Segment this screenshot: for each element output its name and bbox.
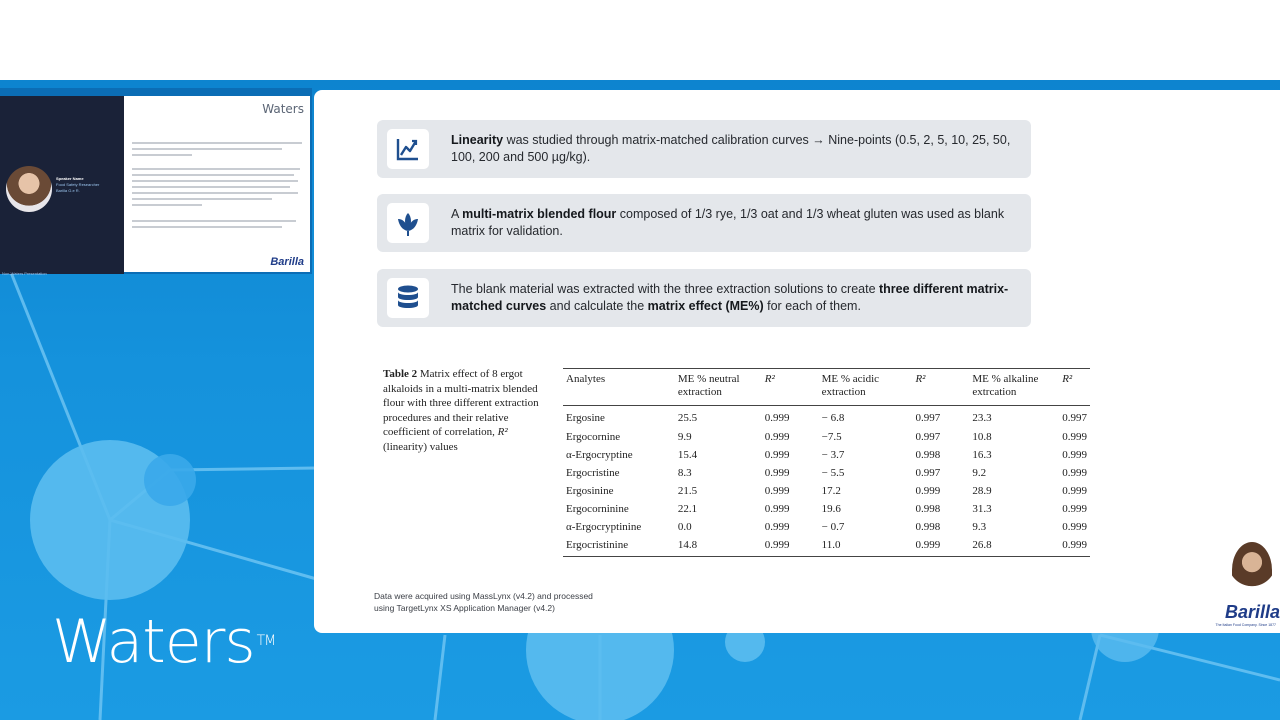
speaker-name: Speaker Name bbox=[56, 176, 84, 181]
slide-footnote-line: Data were acquired using MassLynx (v4.2) and processed bbox=[374, 591, 593, 601]
table-cell: 0.999 bbox=[1062, 466, 1087, 479]
table-cell: 0.997 bbox=[915, 430, 941, 443]
table-cell: 17.2 bbox=[821, 484, 841, 497]
table-cell: α-Ergocryptine bbox=[566, 448, 633, 461]
table-cell: 0.998 bbox=[915, 448, 941, 461]
wheat-icon-graphic bbox=[395, 209, 421, 237]
table-cell: 23.3 bbox=[972, 412, 992, 425]
table-caption-label: Table 2 bbox=[383, 368, 418, 380]
table-cell: α-Ergocryptinine bbox=[566, 520, 642, 533]
table-cell: 26.8 bbox=[969, 536, 1059, 557]
table-cell: Ergocristinine bbox=[563, 536, 675, 557]
table-cell: Ergocornine bbox=[566, 430, 621, 443]
table-row bbox=[563, 536, 1090, 557]
presentation-stage bbox=[0, 80, 1280, 720]
table-caption-text: Matrix effect of 8 ergot alkaloids in a multi-matrix blended flour with three different extraction procedures and their relative coefficient of correlation, bbox=[383, 368, 539, 438]
database-icon bbox=[387, 278, 429, 318]
table-cell: 10.8 bbox=[972, 430, 992, 443]
callout-extraction-text bbox=[451, 281, 1019, 315]
callout-extraction-prefix: The blank material was extracted with the three extraction solutions to create bbox=[451, 282, 879, 296]
table-cell: 0.999 bbox=[1062, 502, 1087, 515]
thumbnail-text-line bbox=[132, 168, 300, 170]
table-header: ME % acidic extraction bbox=[819, 369, 913, 406]
table-cell: 0.999 bbox=[764, 520, 790, 533]
table-cell: 15.4 bbox=[677, 448, 698, 461]
callout-blank-matrix-bold: multi-matrix blended flour bbox=[462, 207, 617, 221]
thumbnail-text-line bbox=[132, 204, 202, 206]
table-header: Analytes bbox=[563, 369, 675, 406]
thumbnail-text-line bbox=[132, 154, 192, 156]
main-slide bbox=[314, 90, 1280, 633]
table-header-row bbox=[563, 369, 1090, 406]
wheat-icon bbox=[387, 203, 429, 243]
table-cell: 14.8 bbox=[675, 536, 762, 557]
slide-thumbnail-panel[interactable] bbox=[0, 88, 312, 274]
table-cell: − 3.7 bbox=[821, 448, 845, 461]
thumbnail-text-line bbox=[132, 226, 282, 228]
table-row bbox=[563, 500, 1090, 518]
table-cell: 25.5 bbox=[677, 412, 698, 425]
callout-blank-matrix bbox=[377, 194, 1031, 252]
table-caption bbox=[383, 367, 553, 454]
table-cell: 0.999 bbox=[912, 536, 969, 557]
presenter-video[interactable] bbox=[1222, 536, 1280, 598]
table-cell: 0.999 bbox=[762, 536, 819, 557]
callout-linearity bbox=[377, 120, 1031, 178]
table-cell: 0.0 bbox=[677, 520, 692, 533]
table-cell: 31.3 bbox=[972, 502, 992, 515]
table-cell: Ergocristine bbox=[566, 466, 620, 479]
callout-extraction-bold-me: matrix effect (ME%) bbox=[647, 299, 764, 313]
table-cell: 0.998 bbox=[915, 502, 941, 515]
callout-linearity-bold: Linearity bbox=[451, 133, 504, 147]
speaker-video-thumbnail bbox=[0, 96, 124, 274]
table-cell: 8.3 bbox=[677, 466, 692, 479]
line-chart-icon bbox=[387, 129, 429, 169]
table-cell: 16.3 bbox=[972, 448, 992, 461]
table-cell: 9.2 bbox=[972, 466, 987, 479]
thumbnail-waters-logo: Waters bbox=[262, 102, 304, 116]
callout-linearity-body: was studied through matrix-matched calibration curves → Nine-points (0.5, 2, 5, 10, 25, 50, 100, 200 and 500 µg/kg). bbox=[451, 133, 1011, 164]
table-cell: 0.999 bbox=[1062, 484, 1087, 497]
thumbnail-text-line bbox=[132, 198, 272, 200]
barilla-logo: Barilla bbox=[1224, 602, 1280, 622]
table-header: R² bbox=[1059, 369, 1090, 406]
table-header: R² bbox=[762, 369, 819, 406]
table-cell: 11.0 bbox=[819, 536, 913, 557]
table-row bbox=[563, 464, 1090, 482]
top-bar bbox=[0, 0, 1280, 80]
thumbnail-text-line bbox=[132, 180, 298, 182]
callout-extraction bbox=[377, 269, 1031, 327]
waters-logo-text: Waters bbox=[52, 607, 255, 677]
callout-extraction-bold-curves: three different matrix-matched curves bbox=[451, 282, 1009, 313]
thumbnail-text-line bbox=[132, 192, 298, 194]
table-cell: −7.5 bbox=[821, 430, 842, 443]
table-row bbox=[563, 406, 1090, 428]
table-cell: 0.999 bbox=[1062, 520, 1087, 533]
trademark-symbol: TM bbox=[256, 633, 276, 649]
table-cell: 0.997 bbox=[1062, 412, 1087, 425]
table-cell: 0.997 bbox=[915, 466, 941, 479]
speaker-avatar bbox=[6, 166, 52, 212]
table-cell: 0.999 bbox=[1062, 430, 1087, 443]
database-icon-graphic bbox=[396, 284, 420, 312]
line-chart-icon-graphic bbox=[395, 136, 421, 162]
table-cell: Ergosine bbox=[566, 412, 605, 425]
thumbnail-text-line bbox=[132, 174, 294, 176]
callout-extraction-mid: and calculate the bbox=[546, 299, 648, 313]
table-cell: 9.3 bbox=[972, 520, 987, 533]
table-cell: 0.997 bbox=[915, 412, 941, 425]
table-cell: 0.999 bbox=[915, 484, 941, 497]
table-cell: 0.999 bbox=[764, 412, 790, 425]
slide-footnote bbox=[374, 590, 593, 614]
presenter-avatar bbox=[1232, 542, 1272, 598]
speaker-role: Food Safety Researcher bbox=[56, 182, 100, 187]
thumbnail-barilla-logo: Barilla bbox=[270, 256, 304, 268]
table-cell: 0.999 bbox=[1062, 448, 1087, 461]
table-cell: 0.999 bbox=[764, 466, 790, 479]
table-cell: − 5.5 bbox=[821, 466, 845, 479]
table-cell: 0.999 bbox=[764, 448, 790, 461]
table-cell: − 6.8 bbox=[821, 412, 845, 425]
speaker-org: Barilla G.e R. bbox=[56, 188, 80, 193]
table-cell: 28.9 bbox=[972, 484, 992, 497]
callout-blank-matrix-text bbox=[451, 206, 1019, 240]
table-cell: 19.6 bbox=[821, 502, 841, 515]
table-header: R² bbox=[912, 369, 969, 406]
table-cell: − 0.7 bbox=[821, 520, 845, 533]
waters-logo bbox=[52, 607, 276, 677]
table-header: ME % neutral extraction bbox=[675, 369, 762, 406]
table-row bbox=[563, 446, 1090, 464]
table-cell: Ergosinine bbox=[566, 484, 614, 497]
table-row bbox=[563, 428, 1090, 446]
callout-extraction-tail: for each of them. bbox=[763, 299, 861, 313]
thumbnail-text-line bbox=[132, 148, 282, 150]
table-row bbox=[563, 482, 1090, 500]
table-cell: 9.9 bbox=[677, 430, 692, 443]
table-caption-tail: (linearity) values bbox=[383, 440, 458, 453]
table-cell: 21.5 bbox=[677, 484, 698, 497]
table-row bbox=[563, 518, 1090, 536]
table-cell: 0.999 bbox=[764, 484, 790, 497]
table-caption-r2: R² bbox=[497, 426, 508, 438]
thumbnail-slide bbox=[124, 96, 310, 272]
callout-blank-matrix-prefix: A bbox=[451, 207, 463, 221]
table-cell: 0.999 bbox=[764, 502, 790, 515]
network-node bbox=[144, 454, 196, 506]
thumbnail-text-line bbox=[132, 186, 290, 188]
table-cell: 0.999 bbox=[764, 430, 790, 443]
thumbnail-text-line bbox=[132, 220, 296, 222]
table-cell: 0.999 bbox=[1059, 536, 1090, 557]
matrix-effect-table bbox=[563, 368, 1090, 557]
table-cell: 0.998 bbox=[915, 520, 941, 533]
barilla-tagline: The Italian Food Company. Since 1877 bbox=[1215, 623, 1276, 627]
table-cell: 22.1 bbox=[677, 502, 698, 515]
table-cell: Ergocorninine bbox=[566, 502, 629, 515]
callout-blank-matrix-body: composed of 1/3 rye, 1/3 oat and 1/3 wheat gluten was used as blank matrix for validation. bbox=[451, 207, 1005, 238]
thumbnail-text-line bbox=[132, 142, 302, 144]
slide-footnote-line: using TargetLynx XS Application Manager (v4.2) bbox=[374, 603, 555, 613]
thumbnail-status: Non-Waters Presentation bbox=[2, 271, 47, 276]
callout-linearity-text bbox=[451, 132, 1019, 166]
table-header: ME % alkaline extrcation bbox=[969, 369, 1059, 406]
